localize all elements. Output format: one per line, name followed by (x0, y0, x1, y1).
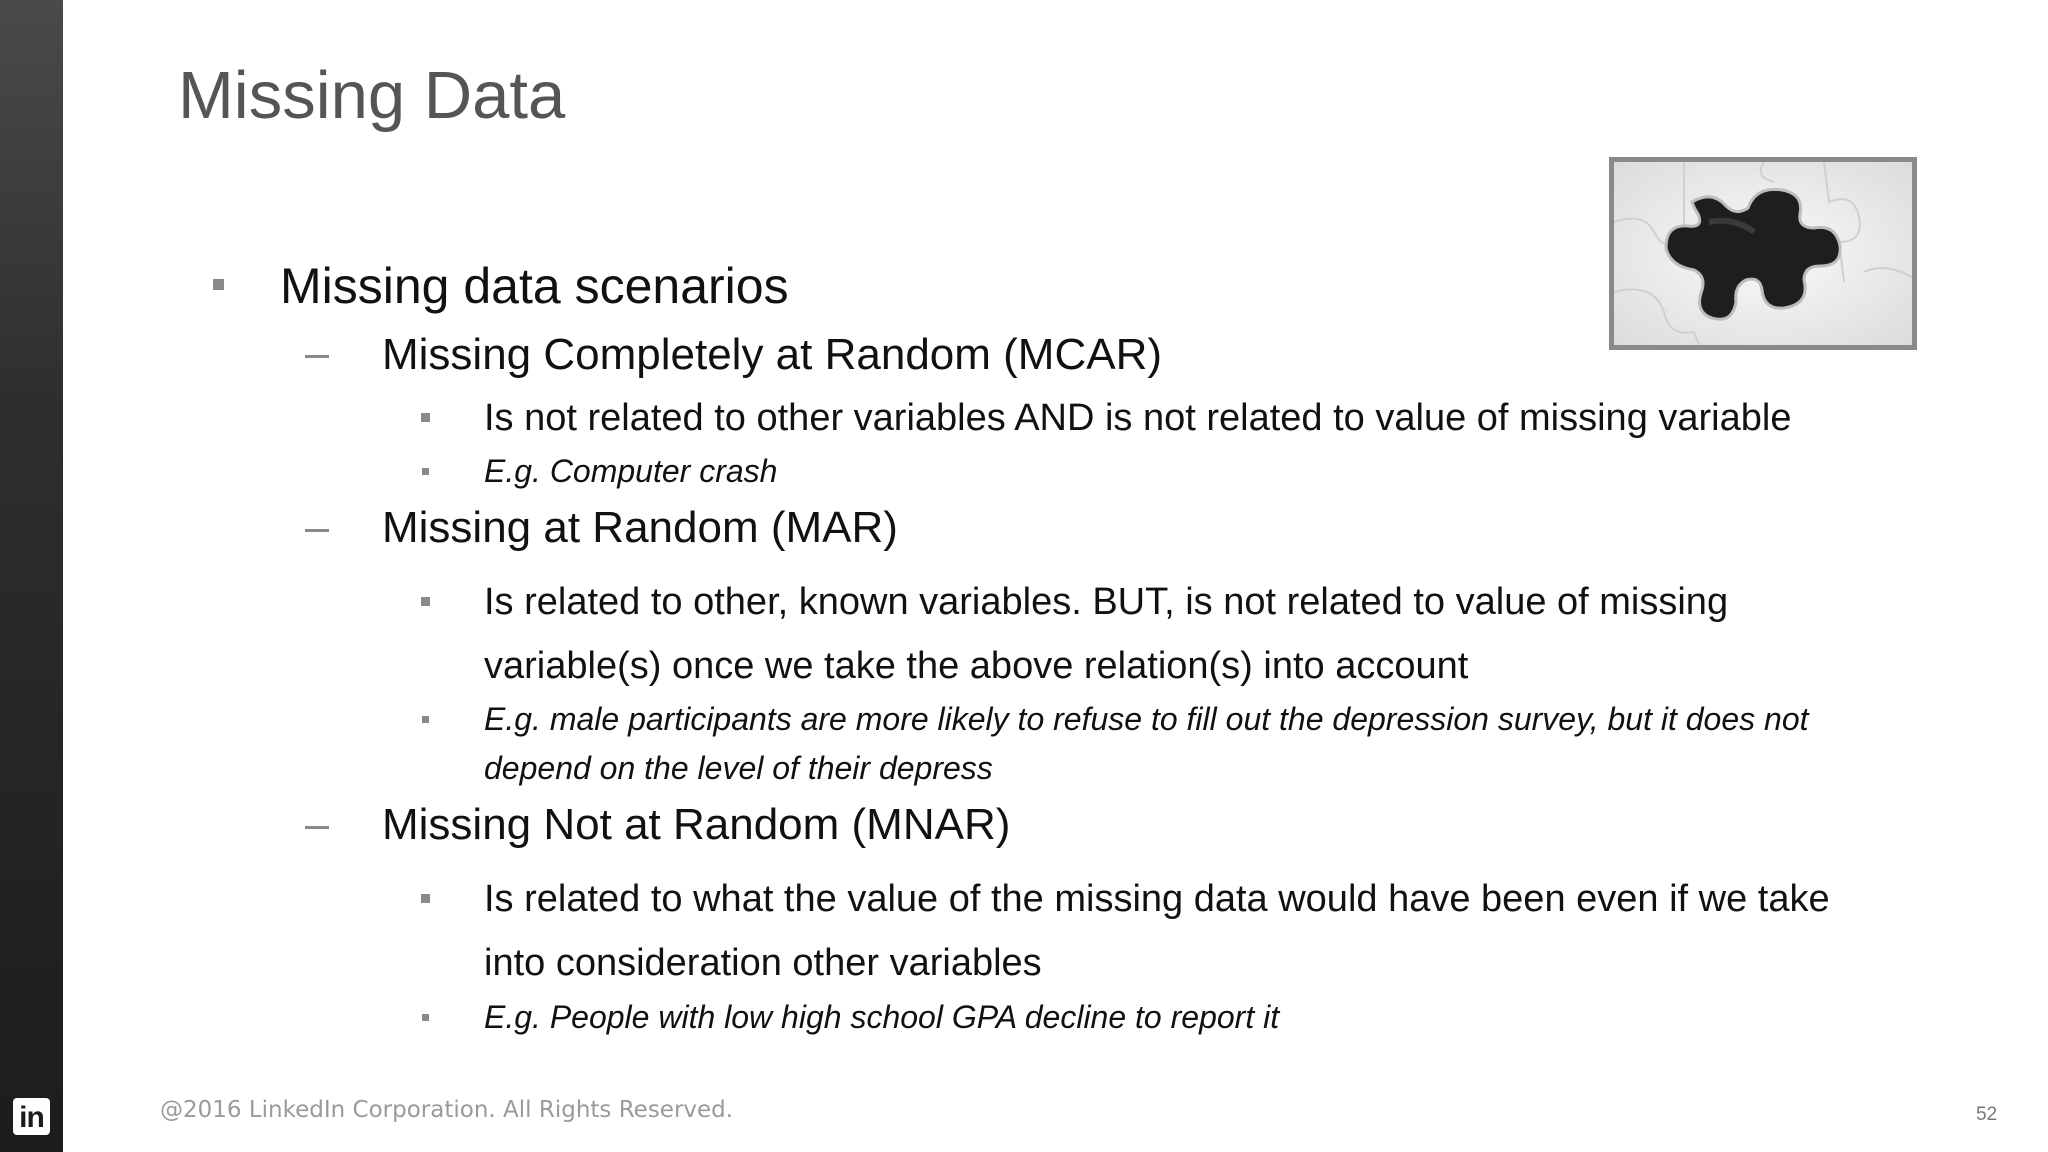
bullet-mcar-heading: Missing Completely at Random (MCAR) (382, 330, 1162, 379)
bullet-square-icon (422, 1014, 429, 1021)
bullet-dash-icon (305, 529, 329, 532)
page-number: 52 (1976, 1104, 1998, 1125)
bullet-mcar-example: E.g. Computer crash (484, 453, 778, 489)
linkedin-logo-icon: in (13, 1098, 50, 1135)
bullet-square-icon (421, 597, 430, 606)
bullet-mcar-detail: Is not related to other variables AND is not related to value of missing variable (484, 397, 1792, 439)
bullet-dash-icon (305, 355, 329, 358)
left-sidebar-bar (0, 0, 63, 1152)
bullet-mar-example-line1: E.g. male participants are more likely to refuse to fill out the depression survey, but it does not (484, 701, 1809, 737)
bullet-mnar-detail-line2: into consideration other variables (484, 942, 1042, 984)
bullet-dash-icon (305, 826, 329, 829)
bullet-mnar-heading: Missing Not at Random (MNAR) (382, 800, 1011, 849)
bullet-mar-detail-line2: variable(s) once we take the above relation(s) into account (484, 645, 1469, 687)
puzzle-piece-icon (1614, 162, 1912, 345)
bullet-missing-data-scenarios: Missing data scenarios (280, 258, 789, 314)
bullet-square-icon (421, 894, 430, 903)
bullet-square-icon (422, 716, 429, 723)
bullet-square-icon (421, 413, 430, 422)
puzzle-image (1609, 157, 1917, 350)
bullet-mar-example-line2: depend on the level of their depress (484, 750, 993, 786)
bullet-square-icon (422, 468, 429, 475)
bullet-mnar-detail-line1: Is related to what the value of the missing data would have been even if we take (484, 878, 1830, 920)
bullet-mar-detail-line1: Is related to other, known variables. BUT, is not related to value of missing (484, 581, 1729, 623)
bullet-mnar-example: E.g. People with low high school GPA decline to report it (484, 999, 1280, 1035)
slide-title: Missing Data (178, 58, 566, 133)
bullet-mar-heading: Missing at Random (MAR) (382, 503, 898, 552)
copyright-footer: @2016 LinkedIn Corporation. All Rights Reserved. (160, 1097, 734, 1123)
bullet-square-icon (213, 279, 224, 290)
